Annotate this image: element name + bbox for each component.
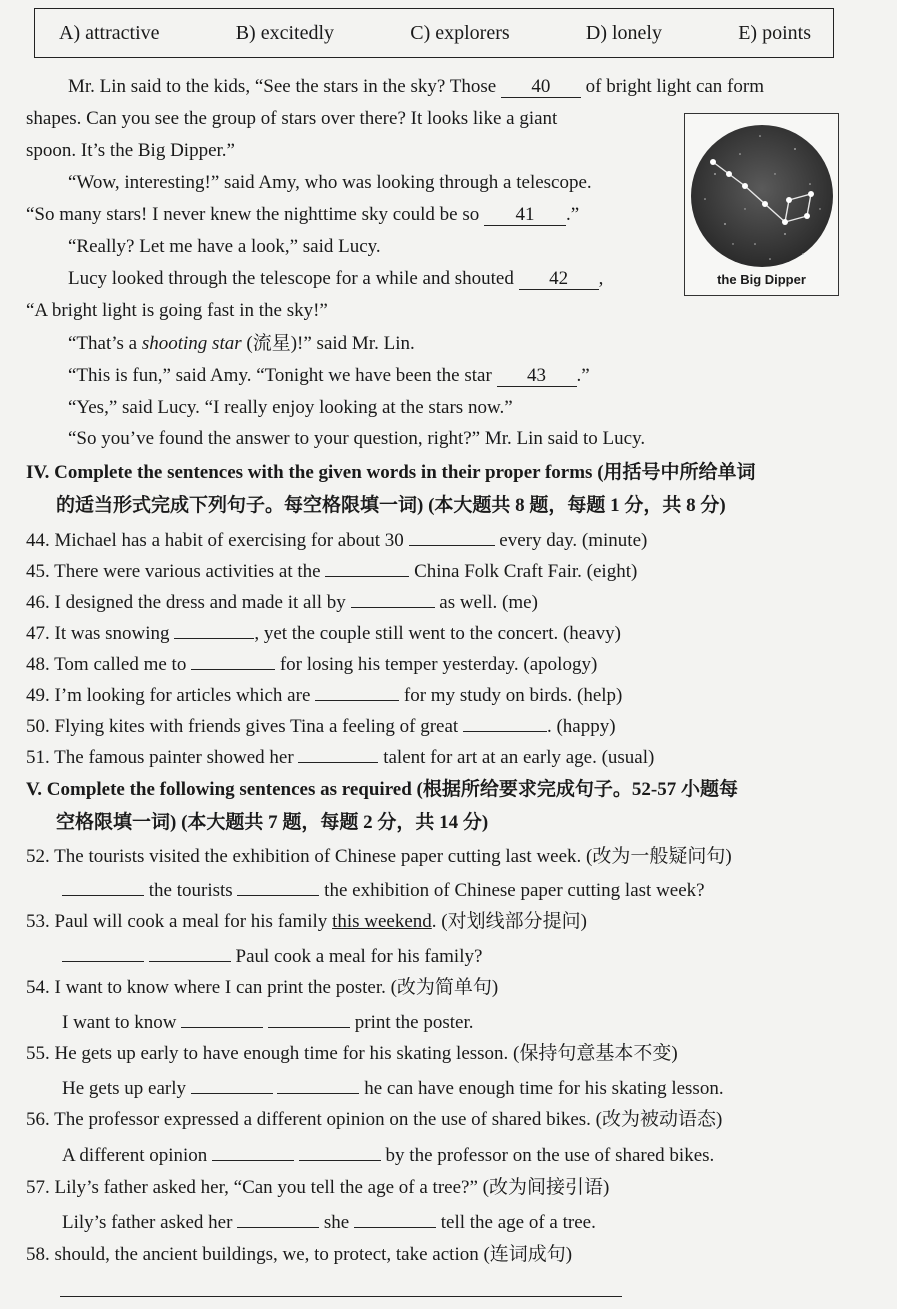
answer-blank[interactable]: [298, 744, 378, 763]
question-51: 51. The famous painter showed her talent for art at an early age. (usual): [26, 744, 654, 770]
option-a: A) attractive: [59, 21, 160, 44]
question-47: 47. It was snowing , yet the couple still went to the concert. (heavy): [26, 620, 621, 646]
passage-line: “Wow, interesting!” said Amy, who was looking through a telescope.: [68, 172, 592, 193]
answer-57: Lily’s father asked her she tell the age of a tree.: [62, 1209, 596, 1235]
answer-blank[interactable]: [268, 1009, 350, 1028]
question-50: 50. Flying kites with friends gives Tina a feeling of great . (happy): [26, 713, 616, 739]
passage-line: “This is fun,” said Amy. “Tonight we have been the star 43 .”: [68, 365, 590, 386]
answer-blank[interactable]: [463, 713, 547, 732]
passage-line: “So many stars! I never knew the nighttime sky could be so 41 .”: [26, 204, 580, 225]
blank-43[interactable]: 43: [497, 366, 577, 387]
option-c: C) explorers: [410, 21, 510, 44]
blank-40[interactable]: 40: [501, 77, 581, 98]
answer-blank[interactable]: [237, 877, 319, 896]
question-49: 49. I’m looking for articles which are for my study on birds. (help): [26, 682, 622, 708]
passage-line: “Yes,” said Lucy. “I really enjoy looking at the stars now.”: [68, 397, 513, 418]
question-44: 44. Michael has a habit of exercising for about 30 every day. (minute): [26, 527, 647, 553]
section-iv-heading: IV. Complete the sentences with the given words in their proper forms (用括号中所给单词: [26, 462, 756, 483]
blank-42[interactable]: 42: [519, 269, 599, 290]
passage-line: Lucy looked through the telescope for a while and shouted 42 ,: [68, 268, 604, 289]
word-options-box: [34, 8, 834, 58]
section-v-heading: V. Complete the following sentences as required (根据所给要求完成句子。52-57 小题每: [26, 779, 738, 800]
answer-52: the tourists the exhibition of Chinese paper cutting last week?: [62, 877, 705, 903]
question-56: 56. The professor expressed a different opinion on the use of shared bikes. (改为被动语态): [26, 1109, 723, 1130]
answer-blank[interactable]: [277, 1075, 359, 1094]
passage-line: “So you’ve found the answer to your question, right?” Mr. Lin said to Lucy.: [68, 428, 646, 449]
option-b: B) excitedly: [235, 21, 335, 44]
passage-line: “That’s a shooting star (流星)!” said Mr. Lin.: [68, 333, 415, 354]
answer-blank[interactable]: [351, 589, 435, 608]
answer-53: Paul cook a meal for his family?: [62, 943, 482, 969]
big-dipper-figure: [684, 113, 839, 296]
option-e: E) points: [738, 21, 811, 44]
section-iv-heading-cont: 的适当形式完成下列句子。每空格限填一词) (本大题共 8 题，每题 1 分，共 8 分): [56, 495, 726, 516]
question-58: 58. should, the ancient buildings, we, to protect, take action (连词成句): [26, 1244, 573, 1265]
answer-blank[interactable]: [315, 682, 399, 701]
question-45: 45. There were various activities at the China Folk Craft Fair. (eight): [26, 558, 637, 584]
answer-55: He gets up early he can have enough time for his skating lesson.: [62, 1075, 724, 1101]
option-d: D) lonely: [585, 21, 662, 44]
question-46: 46. I designed the dress and made it all by as well. (me): [26, 589, 538, 615]
answer-blank[interactable]: [409, 527, 495, 546]
answer-56: A different opinion by the professor on the use of shared bikes.: [62, 1142, 714, 1168]
answer-54: I want to know print the poster.: [62, 1009, 474, 1035]
answer-blank[interactable]: [174, 620, 254, 639]
answer-blank[interactable]: [149, 943, 231, 962]
question-52: 52. The tourists visited the exhibition of Chinese paper cutting last week. (改为一般疑问句): [26, 846, 732, 867]
passage-line: “A bright light is going fast in the sky!”: [26, 300, 328, 321]
answer-blank[interactable]: [191, 1075, 273, 1094]
answer-blank[interactable]: [299, 1142, 381, 1161]
question-57: 57. Lily’s father asked her, “Can you tell the age of a tree?” (改为间接引语): [26, 1177, 610, 1198]
section-v-heading-cont: 空格限填一词) (本大题共 7 题，每题 2 分，共 14 分): [56, 812, 489, 833]
answer-blank[interactable]: [191, 651, 275, 670]
answer-line-58[interactable]: [60, 1296, 622, 1297]
question-55: 55. He gets up early to have enough time for his skating lesson. (保持句意基本不变): [26, 1043, 678, 1064]
question-53: 53. Paul will cook a meal for his family this weekend. (对划线部分提问): [26, 911, 587, 932]
question-54: 54. I want to know where I can print the poster. (改为简单句): [26, 977, 499, 998]
blank-41[interactable]: 41: [484, 205, 566, 226]
answer-blank[interactable]: [181, 1009, 263, 1028]
big-dipper-image: [685, 114, 838, 274]
answer-blank[interactable]: [325, 558, 409, 577]
figure-caption: the Big Dipper: [717, 272, 806, 287]
answer-blank[interactable]: [354, 1209, 436, 1228]
passage-line: shapes. Can you see the group of stars over there? It looks like a giant: [26, 108, 558, 129]
passage-line: “Really? Let me have a look,” said Lucy.: [68, 236, 381, 257]
answer-blank[interactable]: [62, 877, 144, 896]
answer-blank[interactable]: [212, 1142, 294, 1161]
passage-line: spoon. It’s the Big Dipper.”: [26, 140, 235, 161]
answer-blank[interactable]: [237, 1209, 319, 1228]
passage-line: Mr. Lin said to the kids, “See the stars in the sky? Those 40 of bright light can form: [68, 76, 764, 97]
answer-blank[interactable]: [62, 943, 144, 962]
question-48: 48. Tom called me to for losing his temper yesterday. (apology): [26, 651, 597, 677]
